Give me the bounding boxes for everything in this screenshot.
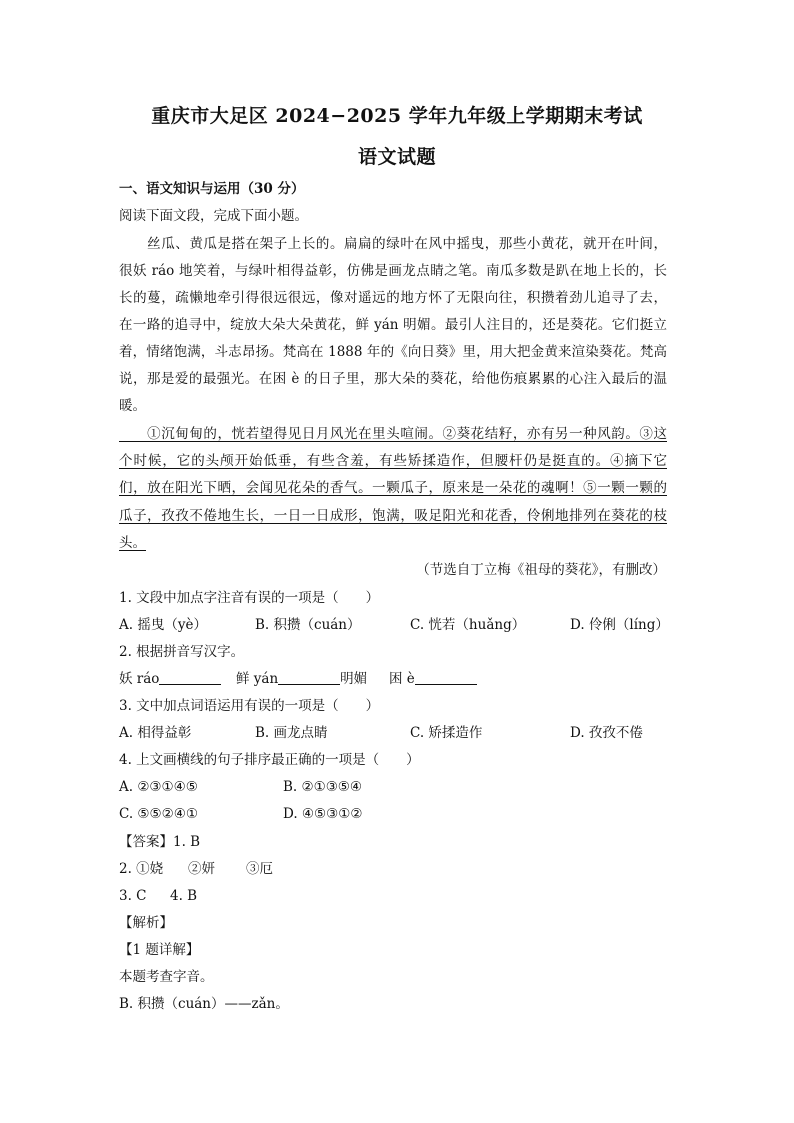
passage-line: 着，情绪饱满，斗志昂扬。梵高在 1888 年的《向日葵》里，用大把金黄来渲染葵花。梵高 <box>119 344 667 360</box>
q1-option-c: C. 恍若（huǎng） <box>410 617 526 633</box>
q3-option-a: A. 相得益彰 <box>119 725 192 741</box>
q3-option-d: D. 孜孜不倦 <box>570 725 643 741</box>
answer-2-1: 2. ①娆 <box>119 861 164 877</box>
answer-blank[interactable] <box>159 670 221 685</box>
q3-option-b: B. 画龙点睛 <box>255 725 328 741</box>
analysis-text: 本题考查字音。 <box>119 969 214 985</box>
q4-option-d: D. ④⑤③①② <box>283 806 363 822</box>
q2-item-2: 鲜 yán 明媚 <box>236 671 368 687</box>
answer-4: 4. B <box>170 888 198 904</box>
analysis-heading: 【解析】 <box>119 915 173 931</box>
question-2-stem: 2. 根据拼音写汉字。 <box>119 644 245 660</box>
q4-option-a: A. ②③①④⑤ <box>119 779 198 795</box>
passage-line: 丝瓜、黄瓜是搭在架子上长的。扁扁的绿叶在风中摇曳，那些小黄花，就开在叶间， <box>119 236 667 252</box>
q3-option-c: C. 矫揉造作 <box>410 725 483 741</box>
underlined-sentence-line: 头。 <box>119 535 146 551</box>
answer-blank[interactable] <box>415 670 477 685</box>
underlined-sentence-line: 们，放在阳光下晒，会闻见花朵的香气。一颗瓜子，原来是一朵花的魂啊！⑤一颗一颗的 <box>119 480 667 496</box>
passage-source: （节选自丁立梅《祖母的葵花》，有删改） <box>416 562 666 578</box>
exam-title: 重庆市大足区 2024−2025 学年九年级上学期期末考试 <box>151 105 643 127</box>
q4-option-c: C. ⑤⑤②④① <box>119 806 198 822</box>
exam-subtitle: 语文试题 <box>357 146 436 168</box>
q2-item-1: 妖 ráo <box>119 670 221 688</box>
question-3-stem: 3. 文中加点词语运用有误的一项是（ ） <box>119 698 380 714</box>
answer-3: 3. C <box>119 888 147 904</box>
passage-line: 很妖 ráo 地笑着，与绿叶相得益彰，仿佛是画龙点睛之笔。南瓜多数是趴在地上长的，长 <box>119 263 667 279</box>
instruction: 阅读下面文段，完成下面小题。 <box>119 208 308 224</box>
analysis-subheading: 【1 题详解】 <box>119 942 200 958</box>
q1-option-b: B. 积攒（cuán） <box>255 617 361 633</box>
answer-blank[interactable] <box>278 670 340 685</box>
question-1-stem: 1. 文段中加点字注音有误的一项是（ ） <box>119 590 380 606</box>
answer-2-2: ②妍 <box>188 861 215 877</box>
passage-line: 暖。 <box>119 398 146 414</box>
q1-option-d: D. 伶俐（líng） <box>570 617 669 633</box>
underlined-sentence-line: ①沉甸甸的，恍若望得见日月风光在里头喧闹。②葵花结籽，亦有另一种风韵。③这 <box>119 426 667 442</box>
analysis-text: B. 积攒（cuán）——zǎn。 <box>119 996 289 1012</box>
passage-line: 说，那是爱的最强光。在困 è 的日子里，那大朵的葵花，给他伤痕累累的心注入最后的温 <box>119 371 667 387</box>
answer-2-3: ③厄 <box>246 861 273 877</box>
q4-option-b: B. ②①③⑤④ <box>283 779 363 795</box>
answer-heading: 【答案】1. B <box>119 834 201 850</box>
section-heading: 一、语文知识与运用（30 分） <box>119 181 305 197</box>
passage-line: 长的蔓，疏懒地牵引得很远很远，像对遥远的地方怀了无限向往，积攒着劲儿追寻了去， <box>119 290 667 306</box>
passage-line: 在一路的追寻中，绽放大朵大朵黄花，鲜 yán 明媚。最引人注目的，还是葵花。它们挺立 <box>119 317 667 333</box>
underlined-sentence-line: 瓜子，孜孜不倦地生长，一日一日成形，饱满，吸足阳光和花香，伶俐地排列在葵花的枝 <box>119 508 667 524</box>
underlined-sentence-line: 个时候，它的头颅开始低垂，有些含羞，有些矫揉造作，但腰杆仍是挺直的。④摘下它 <box>119 453 667 469</box>
q1-option-a: A. 摇曳（yè） <box>119 617 207 633</box>
q2-item-3: 困 è <box>389 670 477 688</box>
question-4-stem: 4. 上文画横线的句子排序最正确的一项是（ ） <box>119 752 420 768</box>
